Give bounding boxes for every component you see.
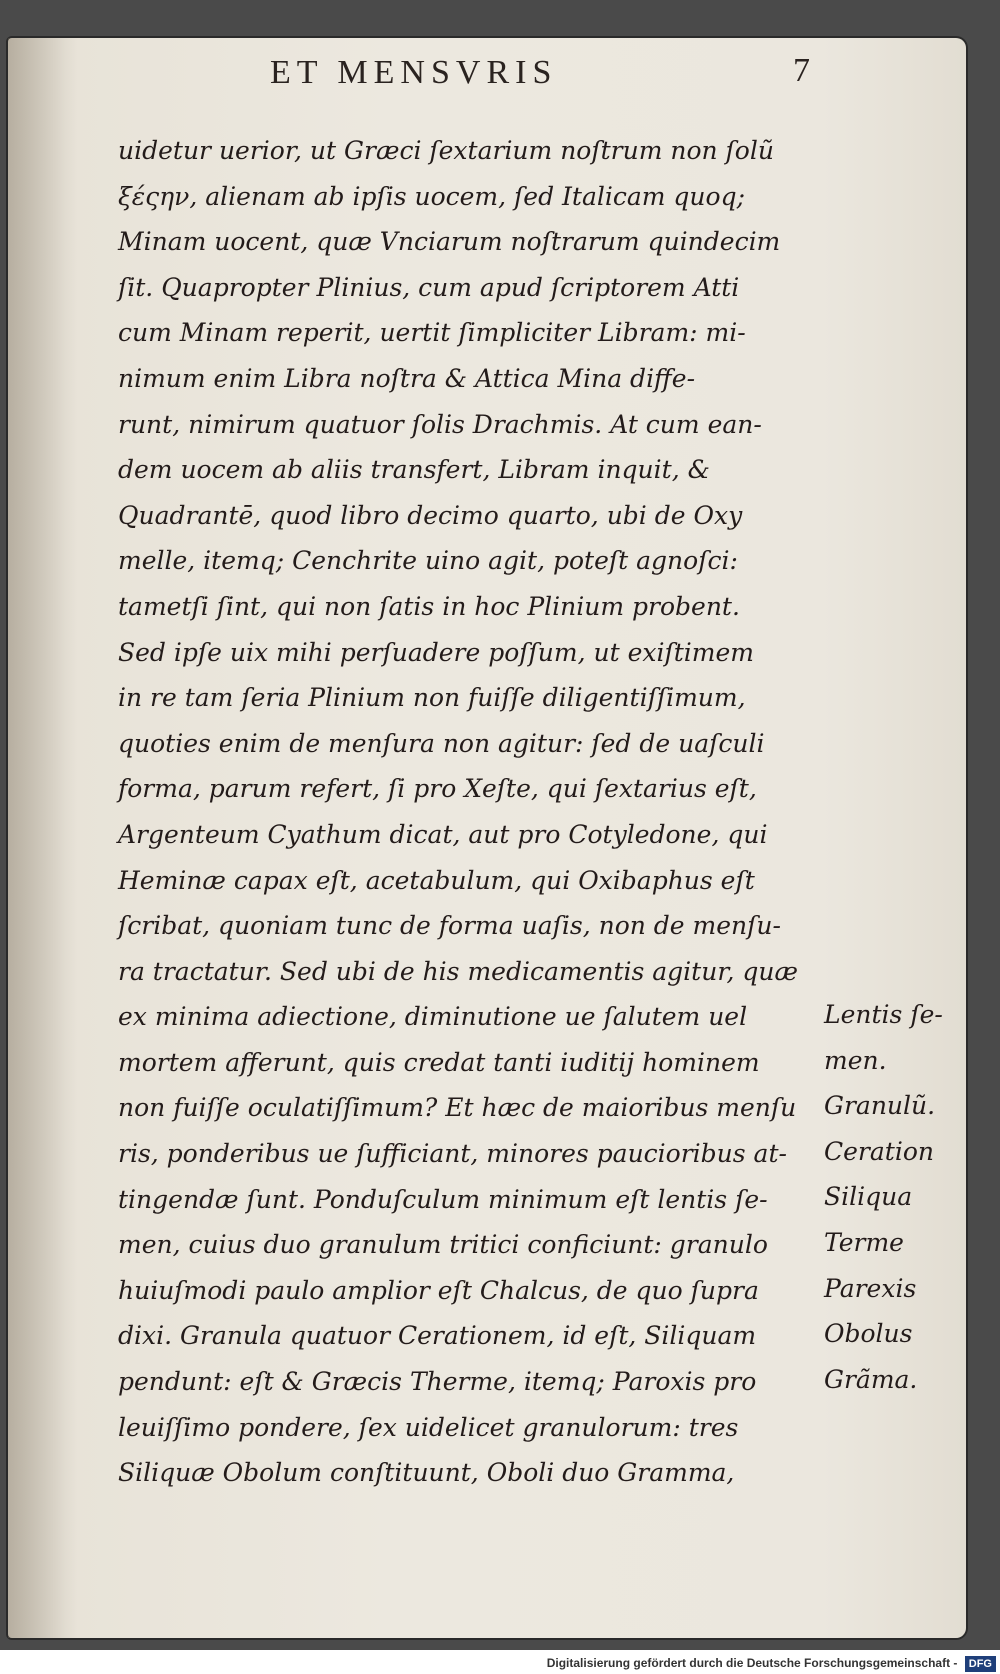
marginal-note: Terme	[824, 1227, 904, 1257]
running-title: ET MENSVRIS	[270, 54, 558, 91]
text-line: Minam uocent, quæ Vnciarum noſtrarum quindecim	[118, 227, 781, 257]
text-line: non fuiſſe oculatiſſimum? Et hæc de maioribus menſu	[118, 1093, 797, 1123]
marginal-note: Grãma.	[824, 1364, 918, 1394]
marginal-notes	[824, 992, 964, 1402]
text-line: Siliquæ Obolum conſtituunt, Oboli duo Gramma,	[118, 1458, 735, 1488]
marginal-note: Ceration	[824, 1136, 934, 1166]
text-line: Sed ipſe uix mihi perſuadere poſſum, ut exiſtimem	[118, 637, 754, 667]
text-line: ſit. Quapropter Plinius, cum apud ſcriptorem Atti	[118, 272, 740, 302]
text-line: tametſi ſint, qui non ſatis in hoc Plinium probent.	[118, 591, 740, 621]
page-gutter	[8, 38, 78, 1638]
marginal-note: Lentis ſe-	[824, 1000, 943, 1029]
text-line: tingendæ ſunt. Ponduſculum minimum eſt lentis ſe-	[118, 1184, 768, 1214]
marginal-note: men.	[824, 1045, 887, 1075]
text-line: cum Minam reperit, uertit ſimpliciter Libram: mi-	[118, 318, 746, 348]
text-line: leuiſſimo pondere, ſex uidelicet granulorum: tres	[118, 1412, 739, 1442]
text-line: runt, nimirum quatuor ſolis Drachmis. At cum ean-	[118, 409, 762, 439]
text-line: dem uocem ab aliis transfert, Libram inquit, &	[118, 455, 710, 485]
main-text-block	[118, 128, 818, 1496]
marginal-note: Parexis	[824, 1273, 917, 1303]
marginal-note: Siliqua	[824, 1182, 913, 1212]
text-line: nimum enim Libra noſtra & Attica Mina diffe-	[118, 363, 696, 393]
page-number: 7	[793, 52, 810, 89]
text-line: ex minima adiectione, diminutione ue ſalutem uel	[118, 1002, 748, 1032]
text-line: ris, ponderibus ue ſufficiant, minores paucioribus at-	[118, 1139, 787, 1169]
running-header	[270, 54, 830, 92]
text-line: uidetur uerior, ut Græci ſextarium noſtrum non ſolũ	[118, 136, 774, 165]
marginal-note: Obolus	[824, 1319, 913, 1349]
text-line: dixi. Granula quatuor Cerationem, id eſt, Siliquam	[118, 1321, 757, 1351]
text-line: Heminæ capax eſt, acetabulum, qui Oxibaphus eſt	[118, 865, 755, 895]
text-line: ra tractatur. Sed ubi de his medicamentis agitur, quæ	[118, 956, 799, 986]
text-line: pendunt: eſt & Græcis Therme, itemq; Paroxis pro	[118, 1367, 757, 1397]
text-line: mortem afferunt, quis credat tanti iuditij hominem	[118, 1047, 760, 1077]
text-line: ſcribat, quoniam tunc de forma uaſis, non de menſu-	[118, 911, 781, 941]
text-line: ξέςην, alienam ab ipſis uocem, ſed Italicam quoq;	[118, 181, 745, 211]
text-line: men, cuius duo granulum tritici conficiunt: granulo	[118, 1230, 768, 1260]
text-line: quoties enim de menſura non agitur: ſed de uaſculi	[118, 728, 765, 758]
marginal-note: Granulũ.	[824, 1091, 936, 1121]
digitization-footer	[0, 1652, 996, 1674]
footer-credit: Digitalisierung gefördert durch die Deutsche Forschungsgemeinschaft -	[546, 1656, 958, 1670]
text-line: Argenteum Cyathum dicat, aut pro Cotyledone, qui	[118, 819, 768, 849]
text-line: huiuſmodi paulo amplior eſt Chalcus, de quo ſupra	[118, 1275, 759, 1305]
dfg-logo: DFG	[965, 1656, 996, 1672]
text-line: forma, parum refert, ſi pro Xeſte, qui ſextarius eſt,	[118, 774, 757, 804]
text-line: in re tam ſeria Plinium non fuiſſe diligentiſſimum,	[118, 683, 746, 713]
text-line: melle, itemq; Cenchrite uino agit, poteſt agnoſci:	[118, 546, 738, 576]
text-line: Quadrantē, quod libro decimo quarto, ubi de Oxy	[118, 500, 743, 530]
